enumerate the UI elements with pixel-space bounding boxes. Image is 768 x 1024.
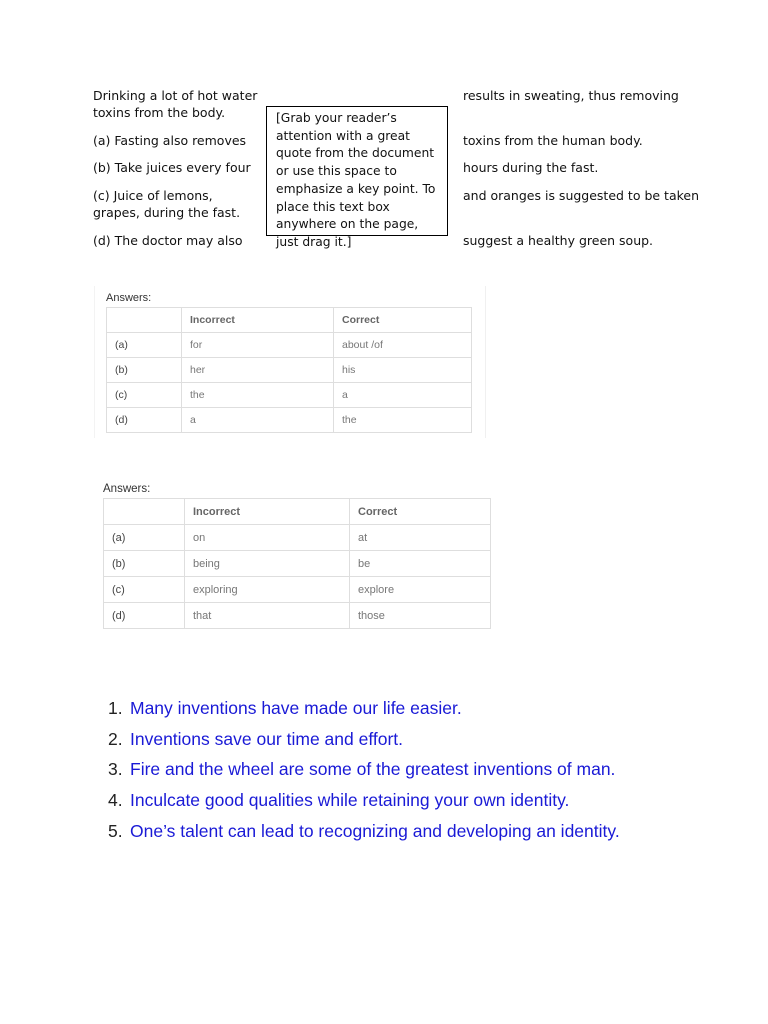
passage-line-c-right: and oranges is suggested to be taken — [463, 188, 700, 203]
table-cell: exploring — [185, 577, 350, 603]
list-item — [108, 785, 728, 816]
list-item — [108, 754, 728, 785]
passage-line-b-left: (b) Take juices every four — [93, 160, 251, 175]
table-cell: (d) — [107, 408, 182, 433]
list-item-text: Fire and the wheel are some of the greatest inventions of man. — [130, 759, 616, 780]
table-cell: his — [334, 358, 472, 383]
table-row — [107, 333, 472, 358]
table-cell: a — [182, 408, 334, 433]
table-cell: at — [350, 525, 491, 551]
list-item-text: Inculcate good qualities while retaining your own identity. — [130, 790, 570, 811]
table-cell: (a) — [107, 333, 182, 358]
list-number: 5. — [108, 820, 123, 841]
passage-line-a-left: (a) Fasting also removes — [93, 133, 247, 148]
passage-line-d-right: suggest a healthy green soup. — [463, 233, 654, 248]
table-cell: be — [350, 551, 491, 577]
passage-line-1-left: Drinking a lot of hot water toxins from the body. — [93, 88, 258, 120]
table-header-cell: Correct — [334, 308, 472, 333]
table-header-cell: Correct — [350, 499, 491, 525]
table-cell: (a) — [104, 525, 185, 551]
table-cell: (c) — [107, 383, 182, 408]
passage-line-1-right: results in sweating, thus removing — [463, 88, 679, 103]
table-row — [104, 603, 491, 629]
table-header-cell — [104, 499, 185, 525]
table-cell: her — [182, 358, 334, 383]
answers-table-1 — [106, 307, 472, 433]
table-row — [104, 525, 491, 551]
table-header-row — [104, 499, 491, 525]
list-item — [108, 693, 728, 724]
answers-table-2 — [103, 498, 491, 629]
table-row — [104, 577, 491, 603]
table-header-row — [107, 308, 472, 333]
list-item — [108, 816, 728, 847]
table-cell: about /of — [334, 333, 472, 358]
table-row — [107, 358, 472, 383]
numbered-sentence-list — [108, 693, 728, 847]
answers-title-1: Answers: — [106, 292, 152, 304]
table-header-cell — [107, 308, 182, 333]
table-cell: (b) — [104, 551, 185, 577]
table-cell: a — [334, 383, 472, 408]
pull-quote-text: [Grab your reader’s attention with a great quote from the document or use this space to emphasize a key point. To place this text box anywhere on the page, just drag it.] — [276, 111, 436, 249]
list-item — [108, 724, 728, 755]
table-cell: (c) — [104, 577, 185, 603]
list-number: 3. — [108, 759, 123, 780]
table-header-cell: Incorrect — [182, 308, 334, 333]
passage-line-a-right: toxins from the human body. — [463, 133, 643, 148]
table-cell: for — [182, 333, 334, 358]
table-row — [107, 408, 472, 433]
list-item-text: One’s talent can lead to recognizing and developing an identity. — [130, 820, 620, 841]
table-cell: being — [185, 551, 350, 577]
table-cell: that — [185, 603, 350, 629]
answers-title-2: Answers: — [103, 483, 151, 495]
table-cell: the — [182, 383, 334, 408]
table-row — [104, 551, 491, 577]
pull-quote-textbox[interactable] — [266, 106, 448, 249]
table-cell: on — [185, 525, 350, 551]
table-cell: (d) — [104, 603, 185, 629]
passage-line-d-left: (d) The doctor may also — [93, 233, 243, 248]
table-cell: the — [334, 408, 472, 433]
table-row — [107, 383, 472, 408]
list-number: 2. — [108, 728, 123, 749]
table-cell: those — [350, 603, 491, 629]
list-number: 4. — [108, 790, 123, 811]
table-header-cell: Incorrect — [185, 499, 350, 525]
table-cell: explore — [350, 577, 491, 603]
passage-line-b-right: hours during the fast. — [463, 160, 599, 175]
table-cell: (b) — [107, 358, 182, 383]
passage-line-c-left: (c) Juice of lemons, grapes, during the fast. — [93, 188, 241, 220]
list-item-text: Many inventions have made our life easier. — [130, 698, 462, 718]
list-item-text: Inventions save our time and effort. — [130, 728, 404, 749]
list-number: 1. — [108, 698, 123, 718]
